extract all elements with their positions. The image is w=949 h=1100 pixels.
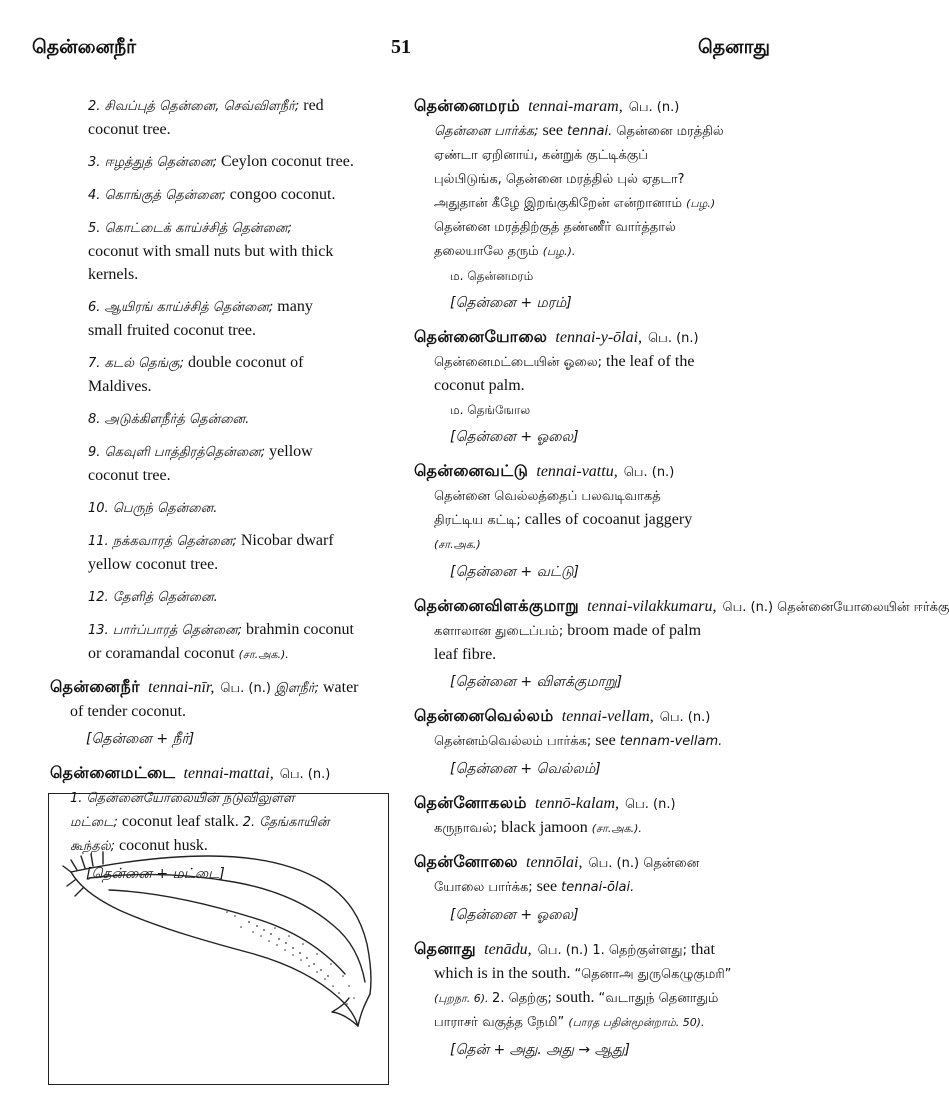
entry-transliteration: tennai-vattu, xyxy=(536,463,618,480)
text-segment: coconut tree. xyxy=(88,467,171,484)
text-line xyxy=(434,986,772,1010)
text-segment: 1. தெற்குள்ளது; xyxy=(592,943,687,958)
variety-item xyxy=(88,440,388,487)
entry-head-line xyxy=(50,761,388,786)
entry-head-line xyxy=(414,791,772,816)
text-segment: “தெனாஅ துருகெழுகுமரி” xyxy=(574,967,732,982)
text-segment: தென்னை பார்க்க; xyxy=(434,124,539,139)
text-segment: or coramandal coconut xyxy=(88,645,239,662)
left-column xyxy=(50,94,388,896)
text-segment: Maldives. xyxy=(88,378,152,395)
text-segment: coconut leaf stalk. xyxy=(117,813,243,830)
dictionary-entry xyxy=(414,704,772,781)
header-guide-word-right: தெனாது xyxy=(698,36,770,58)
text-segment: (சா.அக.) xyxy=(434,538,481,551)
variety-item xyxy=(88,529,388,576)
text-segment: coconut husk. xyxy=(115,837,208,854)
stipple-texture xyxy=(226,911,355,1005)
text-segment: Nicobar dwarf xyxy=(236,532,334,549)
text-segment: தென்னை மரத்திற்குத் தண்ணீர் வார்த்தால் xyxy=(434,220,676,235)
text-segment: south. xyxy=(551,989,599,1006)
text-segment: பெ. (n.) xyxy=(659,710,711,725)
variety-item xyxy=(88,585,388,609)
text-segment: see xyxy=(591,732,620,749)
text-segment: broom made of palm xyxy=(563,622,702,639)
text-segment: பெ. (n.) xyxy=(648,331,699,346)
text-line xyxy=(88,263,388,286)
entry-head-line xyxy=(414,325,772,350)
entry-headword: தெனாது xyxy=(414,939,477,958)
entry-transliteration: tennai-maram, xyxy=(528,98,623,115)
text-segment: புல்பிடுங்க, தென்னை மரத்தில் புல் ஏதடா? xyxy=(434,172,685,187)
etymology: [தென்னை + வட்டு] xyxy=(450,564,580,580)
text-segment: தென்னை மரத்தில் xyxy=(612,124,724,139)
text-line xyxy=(434,350,772,374)
text-segment: tennai-ōlai. xyxy=(561,880,635,895)
text-segment: களாலான துடைப்பம்; xyxy=(434,624,564,639)
text-line xyxy=(434,239,772,263)
entry-head-line xyxy=(414,704,772,729)
text-line xyxy=(88,375,388,398)
text-segment: (சா.அக.). xyxy=(591,822,642,835)
text-segment: small fruited coconut tree. xyxy=(88,322,256,339)
text-line xyxy=(434,508,772,532)
entry-transliteration: tennai-nīr, xyxy=(148,679,215,696)
entry-headword: தென்னைநீர் xyxy=(50,677,141,696)
text-segment: 2. தேங்காயின் xyxy=(242,815,330,830)
dictionary-entry xyxy=(414,791,772,840)
text-segment: coconut tree. xyxy=(88,121,171,138)
dictionary-entry xyxy=(414,594,949,694)
text-line xyxy=(88,529,388,553)
dictionary-entry xyxy=(414,459,772,584)
entry-head-line xyxy=(414,459,772,484)
text-segment: 8. அடுக்கிளநீர்த் தென்னை. xyxy=(88,412,250,427)
variety-item xyxy=(88,618,388,666)
page-header xyxy=(32,36,770,66)
etymology: [தென்னை + நீர்] xyxy=(86,731,195,747)
etymology: [தென்னை + மரம்] xyxy=(450,295,572,311)
text-line xyxy=(88,118,388,141)
text-segment: 6. ஆயிரங் காய்ச்சித் தென்னை; xyxy=(88,300,274,315)
etymology: [தென்னை + ஓலை] xyxy=(450,907,579,923)
text-segment: water xyxy=(318,679,359,696)
text-segment: பெ. (n.) xyxy=(537,943,593,958)
text-segment: calles of cocoanut jaggery xyxy=(520,511,693,528)
entry-head-line xyxy=(50,675,388,700)
text-segment: 12. தேளித் தென்னை. xyxy=(88,590,218,605)
entry-headword: தென்னைவட்டு xyxy=(414,461,529,480)
entry-headword: தென்னைமரம் xyxy=(414,96,521,115)
entry-head-line xyxy=(414,850,772,875)
text-line xyxy=(88,183,388,207)
text-segment: 13. பார்ப்பாரத் தென்னை; xyxy=(88,623,243,638)
text-line xyxy=(434,1010,772,1034)
entry-head-line xyxy=(414,94,772,119)
text-segment: பாராசர் வகுத்த நேமி” xyxy=(434,1015,569,1030)
text-segment: brahmin coconut xyxy=(242,621,354,638)
text-segment: கூந்தல்; xyxy=(70,839,116,854)
text-segment: leaf fibre. xyxy=(434,646,497,663)
text-segment: மட்டை; xyxy=(70,815,118,830)
text-line xyxy=(88,464,388,487)
text-segment: see xyxy=(538,122,567,139)
text-segment: பெ. (n.) xyxy=(722,600,778,615)
text-line xyxy=(434,374,772,397)
dictionary-entry xyxy=(414,937,772,1062)
text-segment: பெ. (n.) xyxy=(628,100,680,115)
text-segment: ஏண்டா ஏறினாய், கன்றுக் குட்டிக்குப் xyxy=(434,148,648,163)
right-entries xyxy=(414,94,949,1062)
text-line xyxy=(88,94,388,118)
text-segment: 7. கடல் தெங்கு; xyxy=(88,356,184,371)
text-segment: பெ. (n.) xyxy=(588,856,644,871)
malayalam-cognate: ம. தெங்ஙோல xyxy=(450,403,531,417)
text-segment: tennai. xyxy=(566,124,613,139)
text-line xyxy=(434,215,772,239)
text-segment: that xyxy=(686,941,715,958)
text-line xyxy=(88,351,388,375)
text-line xyxy=(434,729,772,753)
text-segment: தென்னை வெல்லத்தைப் பலவடிவாகத் xyxy=(434,489,661,504)
text-segment: coconut with small nuts but with thick xyxy=(88,243,334,260)
text-line xyxy=(88,585,388,609)
text-line xyxy=(88,216,388,240)
text-segment: 9. கெவுளி பாத்திரத்தென்னை; xyxy=(88,445,266,460)
dictionary-entry xyxy=(414,325,772,449)
text-line xyxy=(434,191,772,215)
text-segment: இளநீர்; xyxy=(275,681,319,696)
text-segment: தலையாலே தரும் xyxy=(434,244,543,259)
text-segment: tennam-vellam. xyxy=(619,734,723,749)
dictionary-entry xyxy=(414,850,772,927)
text-segment: 3. ஈழத்துத் தென்னை; xyxy=(88,155,217,170)
variety-item xyxy=(88,183,388,207)
text-line xyxy=(434,532,772,556)
text-segment: “வடாதுந் தெனாதும் xyxy=(598,991,719,1006)
text-segment: யோலை பார்க்க; xyxy=(434,880,533,895)
malayalam-cognate: ம. தென்னமரம் xyxy=(450,269,534,283)
text-line xyxy=(88,295,388,319)
dictionary-entry xyxy=(50,675,388,751)
entry-transliteration: tennō-kalam, xyxy=(535,795,619,812)
text-line xyxy=(434,619,772,643)
dictionary-entry xyxy=(414,94,772,315)
text-segment: 1. தென்னையோலையின் நடுவிலுள்ள xyxy=(70,791,295,806)
text-line xyxy=(70,700,388,723)
right-column xyxy=(414,94,949,1072)
variety-item xyxy=(88,216,388,286)
text-segment: black jamoon xyxy=(497,819,592,836)
entry-headword: தென்னைவெல்லம் xyxy=(414,706,554,725)
text-line xyxy=(88,496,388,520)
variety-item xyxy=(88,351,388,398)
text-segment: many xyxy=(273,298,313,315)
text-segment: பெ. (n.) xyxy=(279,767,331,782)
text-segment: Ceylon coconut tree. xyxy=(216,153,354,170)
text-segment: பெ. (n.) xyxy=(220,681,276,696)
text-segment: yellow xyxy=(265,443,313,460)
text-segment: (சா.அக.). xyxy=(238,648,289,661)
variety-item xyxy=(88,150,388,174)
text-line xyxy=(434,643,772,666)
text-segment: 4. கொங்குத் தென்னை; xyxy=(88,188,226,203)
page-number: 51 xyxy=(391,36,411,58)
entry-headword: தென்னோகலம் xyxy=(414,793,528,812)
text-segment: அதுதான் கீழே இறங்குகிறேன் என்றானாம் xyxy=(434,196,687,211)
etymology: [தென்னை + மட்டை] xyxy=(86,866,225,882)
text-segment: which is in the south. xyxy=(434,965,575,982)
text-line xyxy=(88,440,388,464)
text-segment: 11. நக்கவாரத் தென்னை; xyxy=(88,534,237,549)
coconut-varieties-list xyxy=(88,94,388,666)
etymology: [தென்னை + வெல்லம்] xyxy=(450,761,601,777)
text-segment: kernels. xyxy=(88,266,139,283)
variety-item xyxy=(88,407,388,431)
text-line xyxy=(434,143,772,167)
etymology: [தென்னை + ஓலை] xyxy=(450,429,579,445)
text-segment: (பழ.) xyxy=(686,197,716,210)
text-line xyxy=(434,962,772,986)
text-line xyxy=(434,167,772,191)
entry-head-line xyxy=(414,594,949,619)
text-segment: தென்னம்வெல்லம் பார்க்க; xyxy=(434,734,592,749)
text-segment: see xyxy=(532,878,562,895)
text-segment: 2. தெற்கு; xyxy=(492,991,552,1006)
text-segment: double coconut of xyxy=(183,354,304,371)
text-line xyxy=(434,484,772,508)
entry-head-line xyxy=(414,937,772,962)
text-line xyxy=(88,553,388,576)
text-segment: தென்னைமட்டையின் ஓலை; xyxy=(434,355,603,370)
entry-transliteration: tenādu, xyxy=(484,941,532,958)
text-segment: yellow coconut tree. xyxy=(88,556,219,573)
text-segment: 5. கொட்டைக் காய்ச்சித் தென்னை; xyxy=(88,221,292,236)
variety-item xyxy=(88,295,388,342)
text-segment: congoo coconut. xyxy=(225,186,336,203)
variety-item xyxy=(88,496,388,520)
entry-headword: தென்னோலை xyxy=(414,852,519,871)
variety-item xyxy=(88,94,388,141)
text-segment: தென்னையோலையின் ஈர்க்கு xyxy=(777,600,949,615)
etymology: [தென் + அது. அது → ஆது] xyxy=(450,1042,630,1058)
entry-transliteration: tennōlai, xyxy=(526,854,583,871)
text-line xyxy=(88,150,388,174)
text-line xyxy=(434,119,772,143)
text-segment: the leaf of the xyxy=(602,353,695,370)
entry-headword: தென்னைவிளக்குமாறு xyxy=(414,596,580,615)
text-line xyxy=(88,618,388,642)
entry-headword: தென்னைமட்டை xyxy=(50,763,176,782)
leaf-stalk-drawing xyxy=(49,794,387,1083)
entry-transliteration: tennai-y-ōlai, xyxy=(555,329,643,346)
text-line xyxy=(88,642,388,666)
text-line xyxy=(434,816,772,840)
text-segment: பெ. (n.) xyxy=(625,797,676,812)
text-segment: திரட்டிய கட்டி; xyxy=(434,513,521,528)
etymology: [தென்னை + விளக்குமாறு] xyxy=(450,674,623,690)
text-segment: 10. பெருந் தென்னை. xyxy=(88,501,218,516)
text-segment: பெ. (n.) xyxy=(623,465,675,480)
text-segment: கருநாவல்; xyxy=(434,821,498,836)
text-segment: of tender coconut. xyxy=(70,703,186,720)
text-line xyxy=(88,240,388,263)
text-segment: (பழ.). xyxy=(542,245,576,258)
text-line xyxy=(434,875,772,899)
entry-transliteration: tennai-vilakkumaru, xyxy=(587,598,717,615)
entry-transliteration: tennai-vellam, xyxy=(561,708,654,725)
text-segment: தென்னை xyxy=(643,856,700,871)
text-segment: (புறநா. 6). xyxy=(434,992,493,1005)
entry-transliteration: tennai-mattai, xyxy=(183,765,274,782)
text-line xyxy=(88,407,388,431)
text-line xyxy=(88,319,388,342)
entry-headword: தென்னையோலை xyxy=(414,327,548,346)
text-segment: coconut palm. xyxy=(434,377,525,394)
text-segment: red xyxy=(299,97,324,114)
coconut-leaf-stalk-illustration xyxy=(48,793,389,1085)
header-guide-word-left: தென்னைநீர் xyxy=(32,36,137,58)
text-segment: 2. சிவப்புத் தென்னை, செவ்விளநீர்; xyxy=(88,99,300,114)
text-segment: (பாரத பதின்மூன்றாம். 50). xyxy=(568,1016,705,1029)
